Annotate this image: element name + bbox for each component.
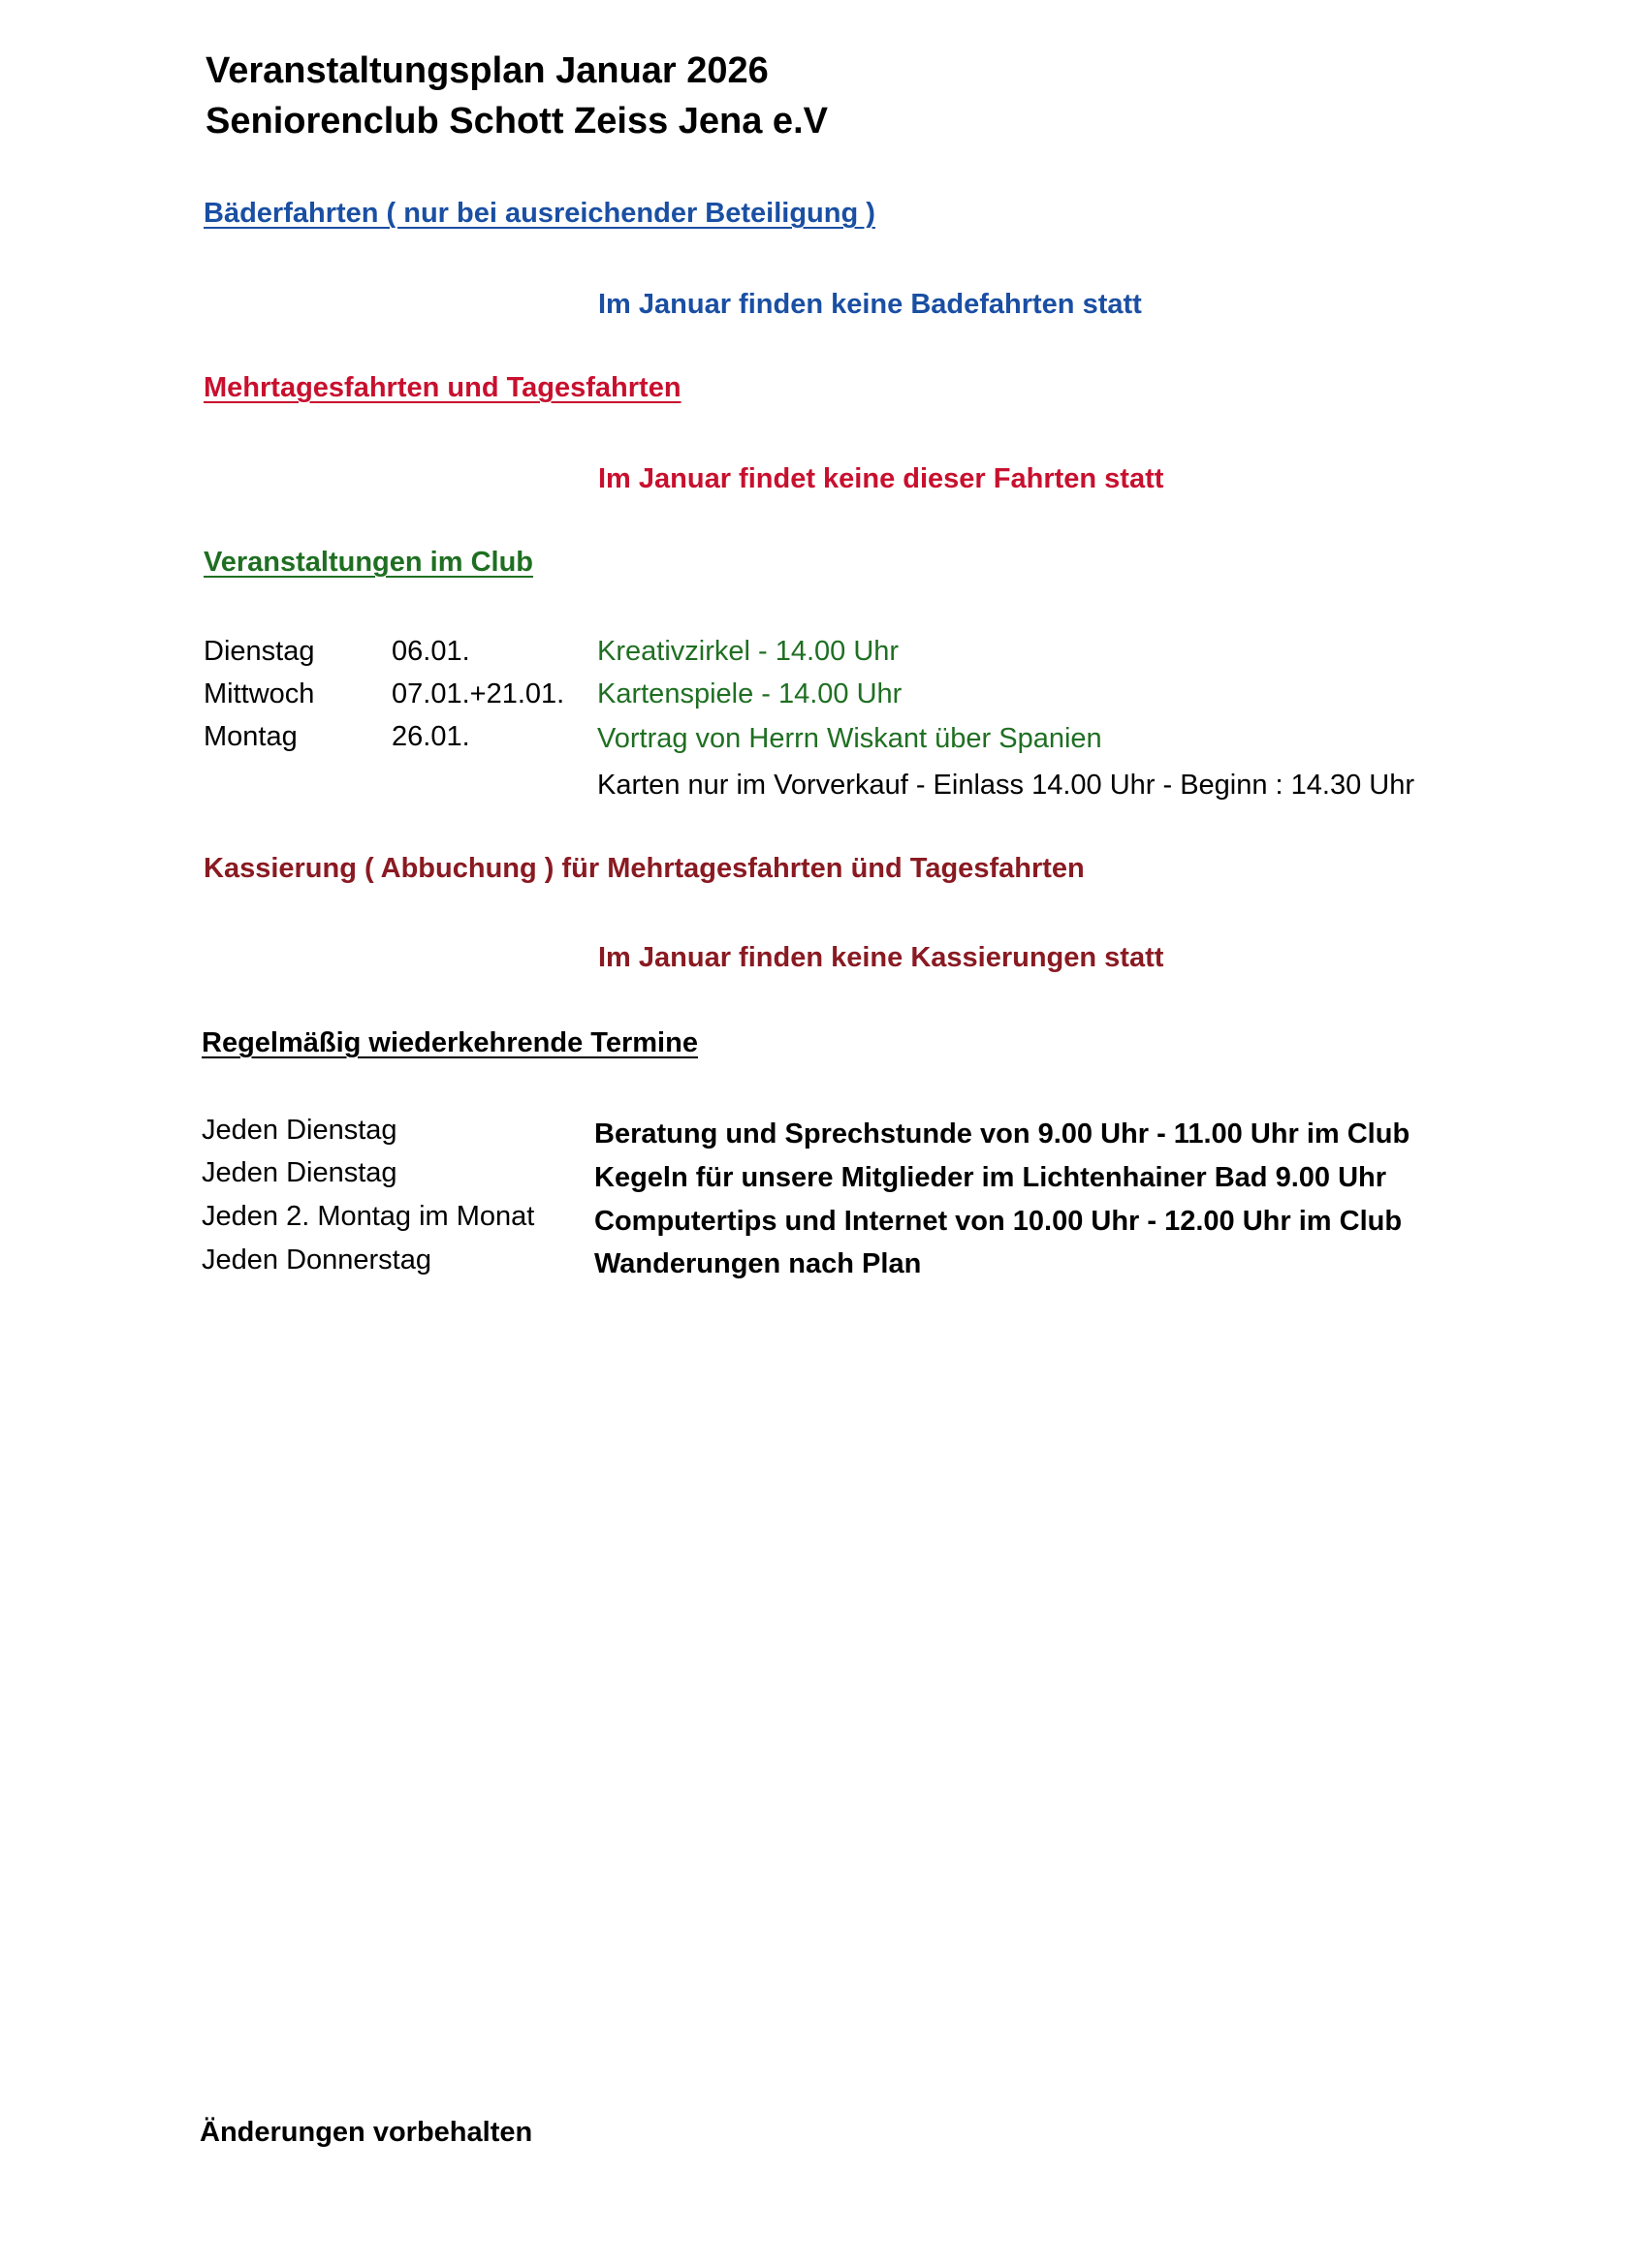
kassierung-notice: Im Januar finden keine Kassierungen statt [598,942,1164,973]
club-event-title: Kreativzirkel - 14.00 Uhr [597,636,900,667]
recurring-what: Kegeln für unsere Mitglieder im Lichtenhainer Bad 9.00 Uhr [594,1162,1387,1193]
recurring-heading: Regelmäßig wiederkehrende Termine [202,1027,698,1058]
mehrtagesfahrten-heading: Mehrtagesfahrten und Tagesfahrten [204,372,681,403]
club-event-date: 26.01. [392,721,470,752]
page-title-line-1: Veranstaltungsplan Januar 2026 [206,50,769,91]
recurring-when: Jeden Donnerstag [202,1244,431,1276]
footer-note: Änderungen vorbehalten [200,2117,533,2148]
page-title-line-2: Seniorenclub Schott Zeiss Jena e.V [206,101,828,142]
kassierung-heading: Kassierung ( Abbuchung ) für Mehrtagesfahrten ünd Tagesfahrten [204,853,1085,884]
recurring-what: Beratung und Sprechstunde von 9.00 Uhr - 11.00 Uhr im Club [594,1118,1410,1150]
recurring-what: Wanderungen nach Plan [594,1248,922,1279]
baederfahrten-notice: Im Januar finden keine Badefahrten statt [598,289,1142,320]
baederfahrten-heading: Bäderfahrten ( nur bei ausreichender Beteiligung ) [204,198,875,229]
club-event-day: Montag [204,721,298,752]
mehrtagesfahrten-notice: Im Januar findet keine dieser Fahrten statt [598,463,1164,494]
club-event-day: Mittwoch [204,678,315,709]
club-event-title: Kartenspiele - 14.00 Uhr [597,678,903,709]
recurring-when: Jeden 2. Montag im Monat [202,1201,535,1232]
recurring-when: Jeden Dienstag [202,1157,397,1188]
club-event-title: Vortrag von Herrn Wiskant über Spanien [597,723,1102,754]
recurring-what: Computertips und Internet von 10.00 Uhr - 12.00 Uhr im Club [594,1206,1403,1237]
club-event-day: Dienstag [204,636,315,667]
club-event-date: 07.01.+21.01. [392,678,565,709]
club-event-date: 06.01. [392,636,470,667]
recurring-when: Jeden Dienstag [202,1115,397,1146]
club-events-heading: Veranstaltungen im Club [204,547,533,578]
club-event-note: Karten nur im Vorverkauf - Einlass 14.00 Uhr - Beginn : 14.30 Uhr [597,770,1415,801]
